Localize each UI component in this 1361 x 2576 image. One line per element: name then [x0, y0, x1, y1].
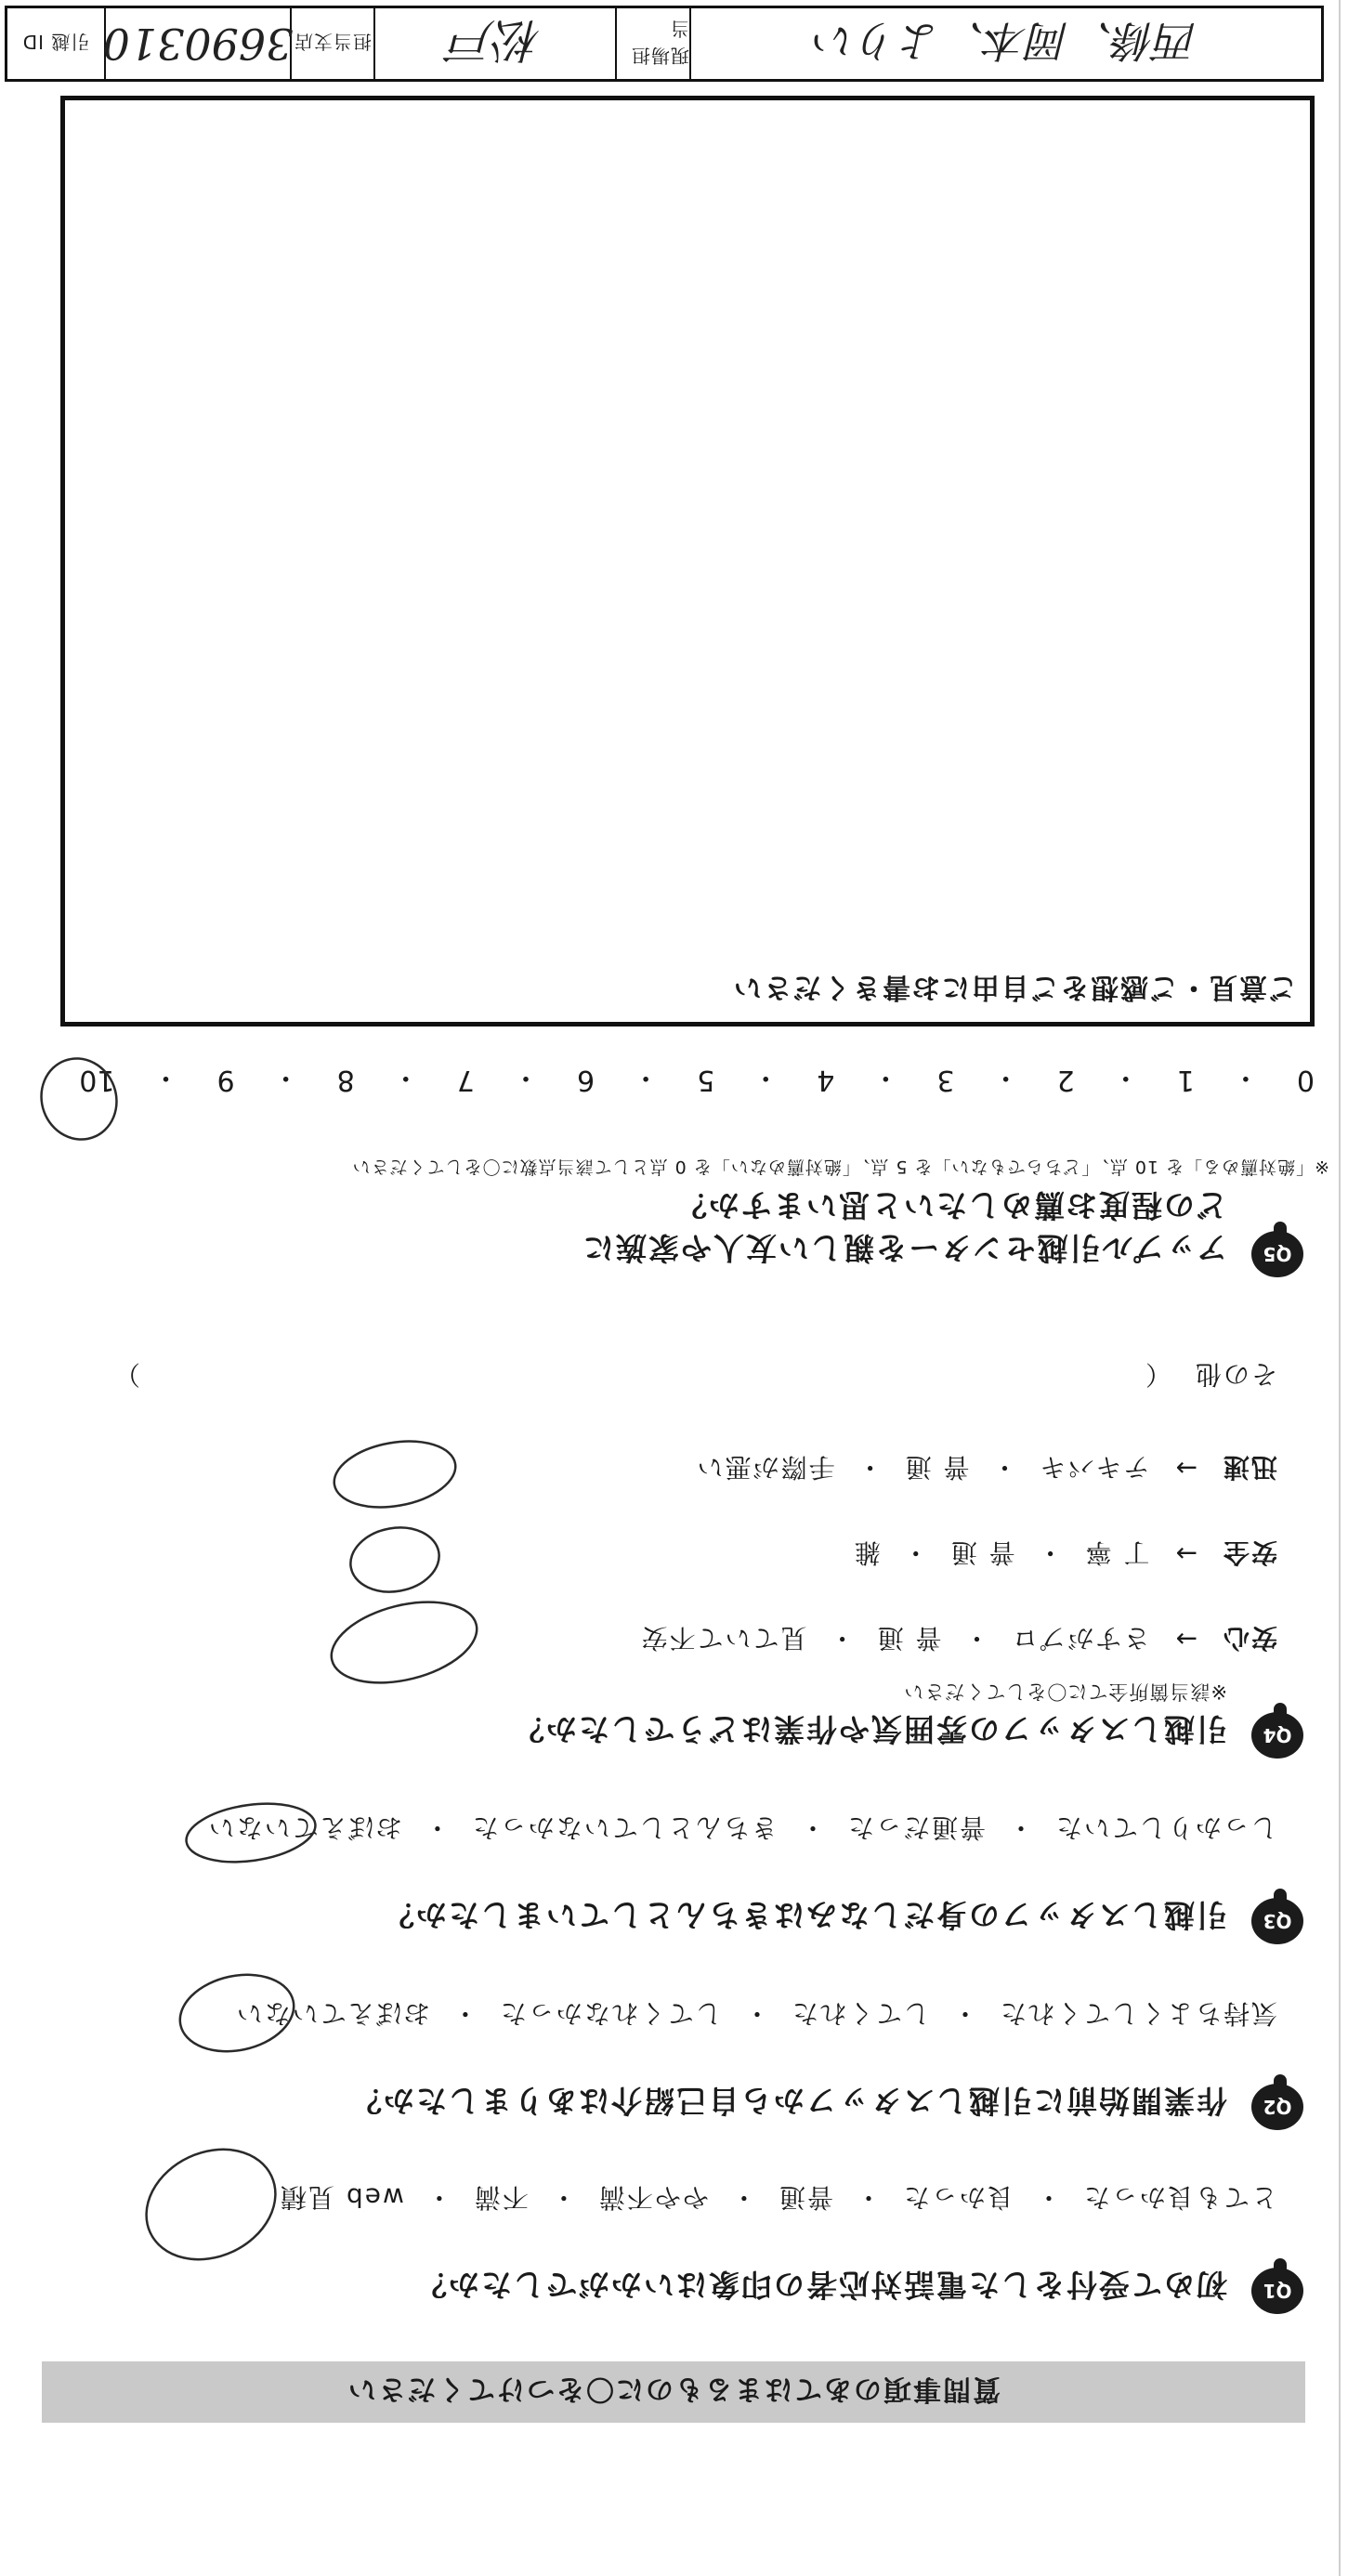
scale-separator: ・ [151, 1061, 180, 1093]
q5-text-line1: アップル引越センターを親しい友人や家族に [581, 1230, 1227, 1266]
arrow-right-icon: → [1173, 1453, 1197, 1484]
q4-badge: Q4 [1251, 1712, 1303, 1759]
q1-option-6[interactable]: web 見積 [279, 2182, 404, 2213]
q1-option-5[interactable]: 不満 [472, 2182, 529, 2213]
q2-option-1[interactable]: 気持ちよくしてくれた [998, 1998, 1277, 2029]
q4-row-label: 安心 [1221, 1623, 1277, 1654]
scale-separator: ・ [1111, 1061, 1140, 1093]
scale-separator: ・ [991, 1061, 1020, 1093]
q4-other-close: ） [111, 1359, 140, 1390]
scale-separator: ・ [391, 1061, 420, 1093]
branch-label: 担当支店 [294, 31, 372, 54]
q1-option-1[interactable]: とても良かった [1081, 2182, 1277, 2213]
move-id-value: 3690310 [102, 19, 294, 69]
q2-options: 気持ちよくしてくれた ・ してくれた ・ してくれなかった ・ おぼえていない [235, 1996, 1277, 2033]
q1-option-2[interactable]: 良かった [901, 2182, 1014, 2213]
q5-scale-option[interactable]: 7 [456, 1064, 475, 1097]
q4-option[interactable]: 見ていて不安 [639, 1623, 807, 1654]
q4-row-anzen: 安全 → 丁 寧 ・ 普 通 ・ 雑 [853, 1536, 1277, 1573]
q3-option-4[interactable]: おぼえていない [206, 1812, 402, 1843]
q3-badge: Q3 [1251, 1898, 1303, 1944]
q5-scale-option[interactable]: 6 [576, 1064, 595, 1097]
q4-answer-circle-3 [329, 1432, 461, 1516]
move-id-label: 引越 ID [21, 31, 90, 54]
q4-text: 引越しスタッフの雰囲気や作業はどうでしたか？ [512, 1711, 1227, 1747]
q2-option-3[interactable]: してくれなかった [498, 1998, 722, 2029]
q5-scale-option[interactable]: 5 [697, 1064, 715, 1097]
q5-scale-option[interactable]: 3 [936, 1064, 955, 1097]
q1-badge: Q1 [1251, 2268, 1303, 2314]
arrow-right-icon: → [1173, 1624, 1197, 1655]
q2-text: 作業開始前に引越しスタッフから自己紹介はありましたか？ [349, 2083, 1227, 2119]
q2-badge: Q2 [1251, 2084, 1303, 2130]
q3-option-2[interactable]: 普通だった [845, 1812, 986, 1843]
q5-scale-option[interactable]: 4 [817, 1064, 835, 1097]
worker-label: 現場担当 [631, 18, 689, 67]
scale-separator: ・ [1231, 1061, 1260, 1093]
q4-option[interactable]: 雑 [852, 1537, 881, 1568]
q1-text: 初めて受付をした電話対応者の印象はいかがでしたか？ [414, 2267, 1227, 2303]
q4-other-open: （ [1143, 1359, 1171, 1390]
q5-badge: Q5 [1251, 1231, 1303, 1277]
q4-row-jinsoku: 迅速 → テキパキ ・ 普 通 ・ 手際が悪い [696, 1450, 1277, 1487]
q5-note: ※「絶対薦める」を 10 点、「どちらでもない」を 5 点、「絶対薦めない」を 0 点として該当点数に〇をしてください [351, 1157, 1329, 1177]
q4-row-anshin: 安心 → さすがプロ ・ 普 通 ・ 見ていて不安 [640, 1621, 1277, 1658]
q3-text: 引越しスタッフの身だしなみはきちんとしていましたか？ [382, 1897, 1227, 1933]
q5-scale-option[interactable]: 2 [1056, 1064, 1075, 1097]
q1-option-4[interactable]: やや不満 [596, 2182, 709, 2213]
q3-options: しっかりしていた ・ 普通だった ・ きちんとしていなかった ・ おぼえていない [207, 1811, 1277, 1848]
q3-option-1[interactable]: しっかりしていた [1053, 1812, 1277, 1843]
instruction-text: 質問事項のあてはまるものに〇をつけてください [347, 2373, 1001, 2405]
q5-scale-option[interactable]: 1 [1176, 1064, 1195, 1097]
q5-answer-circle [30, 1048, 127, 1150]
scale-separator: ・ [271, 1061, 300, 1093]
scale-separator: ・ [752, 1061, 780, 1093]
q4-row-label: 安全 [1221, 1537, 1277, 1568]
q4-option[interactable]: 普 通 [903, 1452, 970, 1483]
scale-separator: ・ [632, 1061, 661, 1093]
q3-option-3[interactable]: きちんとしていなかった [470, 1812, 778, 1843]
q4-note: ※該当箇所全てに〇をしてください [903, 1680, 1227, 1703]
q4-option[interactable]: テキパキ [1038, 1452, 1150, 1483]
branch-value: 松戸 [449, 13, 542, 67]
q4-option[interactable]: 手際が悪い [695, 1452, 835, 1483]
q1-options: とても良かった ・ 良かった ・ 普通 ・ やや不満 ・ 不満 ・ web 見積 [279, 2180, 1277, 2217]
q4-option[interactable]: 丁 寧 [1083, 1537, 1150, 1568]
worker-value: 西條、岡本、よりい [814, 16, 1198, 66]
q4-answer-circle-2 [346, 1521, 444, 1599]
q2-option-4[interactable]: おぼえていない [234, 1998, 430, 2029]
scale-separator: ・ [871, 1061, 900, 1093]
q2-answer-circle [173, 1965, 301, 2061]
q4-other-label: その他 [1193, 1359, 1277, 1390]
comment-title: ご意見・ご感想をご自由にお書きください [732, 971, 1297, 1003]
q4-option[interactable]: さすがプロ [1010, 1623, 1150, 1654]
q5-scale-option[interactable]: 8 [336, 1064, 355, 1097]
q5-scale-option[interactable]: 10 [79, 1064, 115, 1097]
q4-answer-circle-1 [323, 1589, 486, 1696]
q5-text-line2: どの程度お薦めしたいと思いますか？ [674, 1187, 1227, 1223]
q4-option[interactable]: 普 通 [949, 1537, 1015, 1568]
arrow-right-icon: → [1173, 1538, 1197, 1570]
q5-scale-option[interactable]: 9 [216, 1064, 235, 1097]
q3-answer-circle [183, 1797, 320, 1870]
q2-option-2[interactable]: してくれた [790, 1998, 930, 2029]
q4-row-label: 迅速 [1221, 1452, 1277, 1483]
q1-answer-circle [128, 2129, 294, 2280]
q5-scale-option[interactable]: 0 [1296, 1064, 1315, 1097]
q1-option-3[interactable]: 普通 [777, 2182, 833, 2213]
scale-separator: ・ [511, 1061, 540, 1093]
q4-option[interactable]: 普 通 [875, 1623, 942, 1654]
